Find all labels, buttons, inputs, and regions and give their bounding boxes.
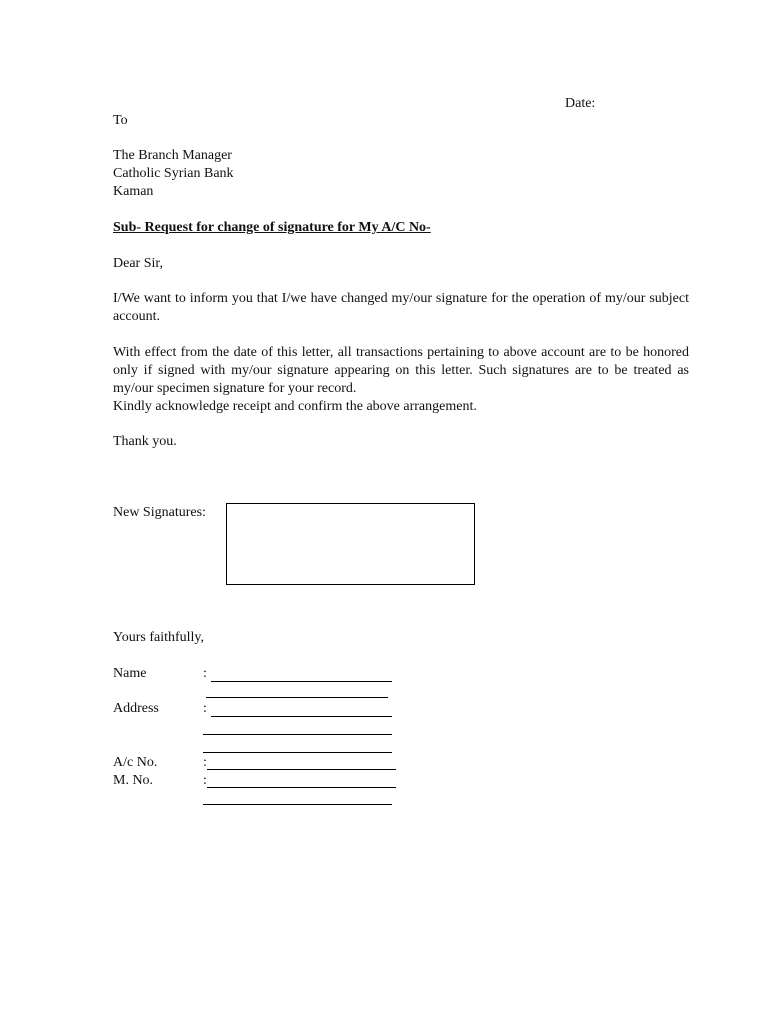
name-label: Name: [113, 666, 147, 681]
body-paragraph-3: Kindly acknowledge receipt and confirm the above arrangement.: [113, 399, 477, 414]
to-label: To: [113, 113, 128, 128]
address-separator: :: [203, 701, 207, 716]
thank-you-text: Thank you.: [113, 434, 177, 449]
address-line-2: [203, 734, 392, 735]
recipient-bank: Catholic Syrian Bank: [113, 166, 234, 181]
recipient-branch: Kaman: [113, 184, 154, 199]
mobile-line-extra: [203, 804, 392, 805]
mobile-label: M. No.: [113, 773, 154, 788]
mobile-line: [207, 787, 396, 788]
recipient-title: The Branch Manager: [113, 148, 232, 163]
account-separator: :: [203, 755, 207, 770]
signature-box: [226, 503, 475, 585]
new-signatures-label: New Signatures:: [113, 505, 206, 520]
body-paragraph-2: With effect from the date of this letter, all transactions pertaining to above account are to be honored only if signed with my/our signature appearing on this letter. Such signatures are to be treated as my/our specimen signature for your record.: [113, 345, 689, 396]
name-separator: :: [203, 666, 207, 681]
address-label: Address: [113, 701, 159, 716]
address-line-1: [211, 716, 392, 717]
subject-line: Sub- Request for change of signature for My A/C No-: [113, 220, 431, 235]
mobile-separator: :: [203, 773, 207, 788]
salutation: Dear Sir,: [113, 256, 163, 271]
name-line-extra: [206, 697, 388, 698]
name-line: [211, 681, 392, 682]
closing-text: Yours faithfully,: [113, 630, 205, 645]
account-label: A/c No.: [113, 755, 158, 770]
date-label: Date:: [565, 96, 596, 111]
account-line: [207, 769, 396, 770]
body-paragraph-1: I/We want to inform you that I/we have changed my/our signature for the operation of my/our subject account.: [113, 291, 689, 324]
address-line-3: [203, 752, 392, 753]
